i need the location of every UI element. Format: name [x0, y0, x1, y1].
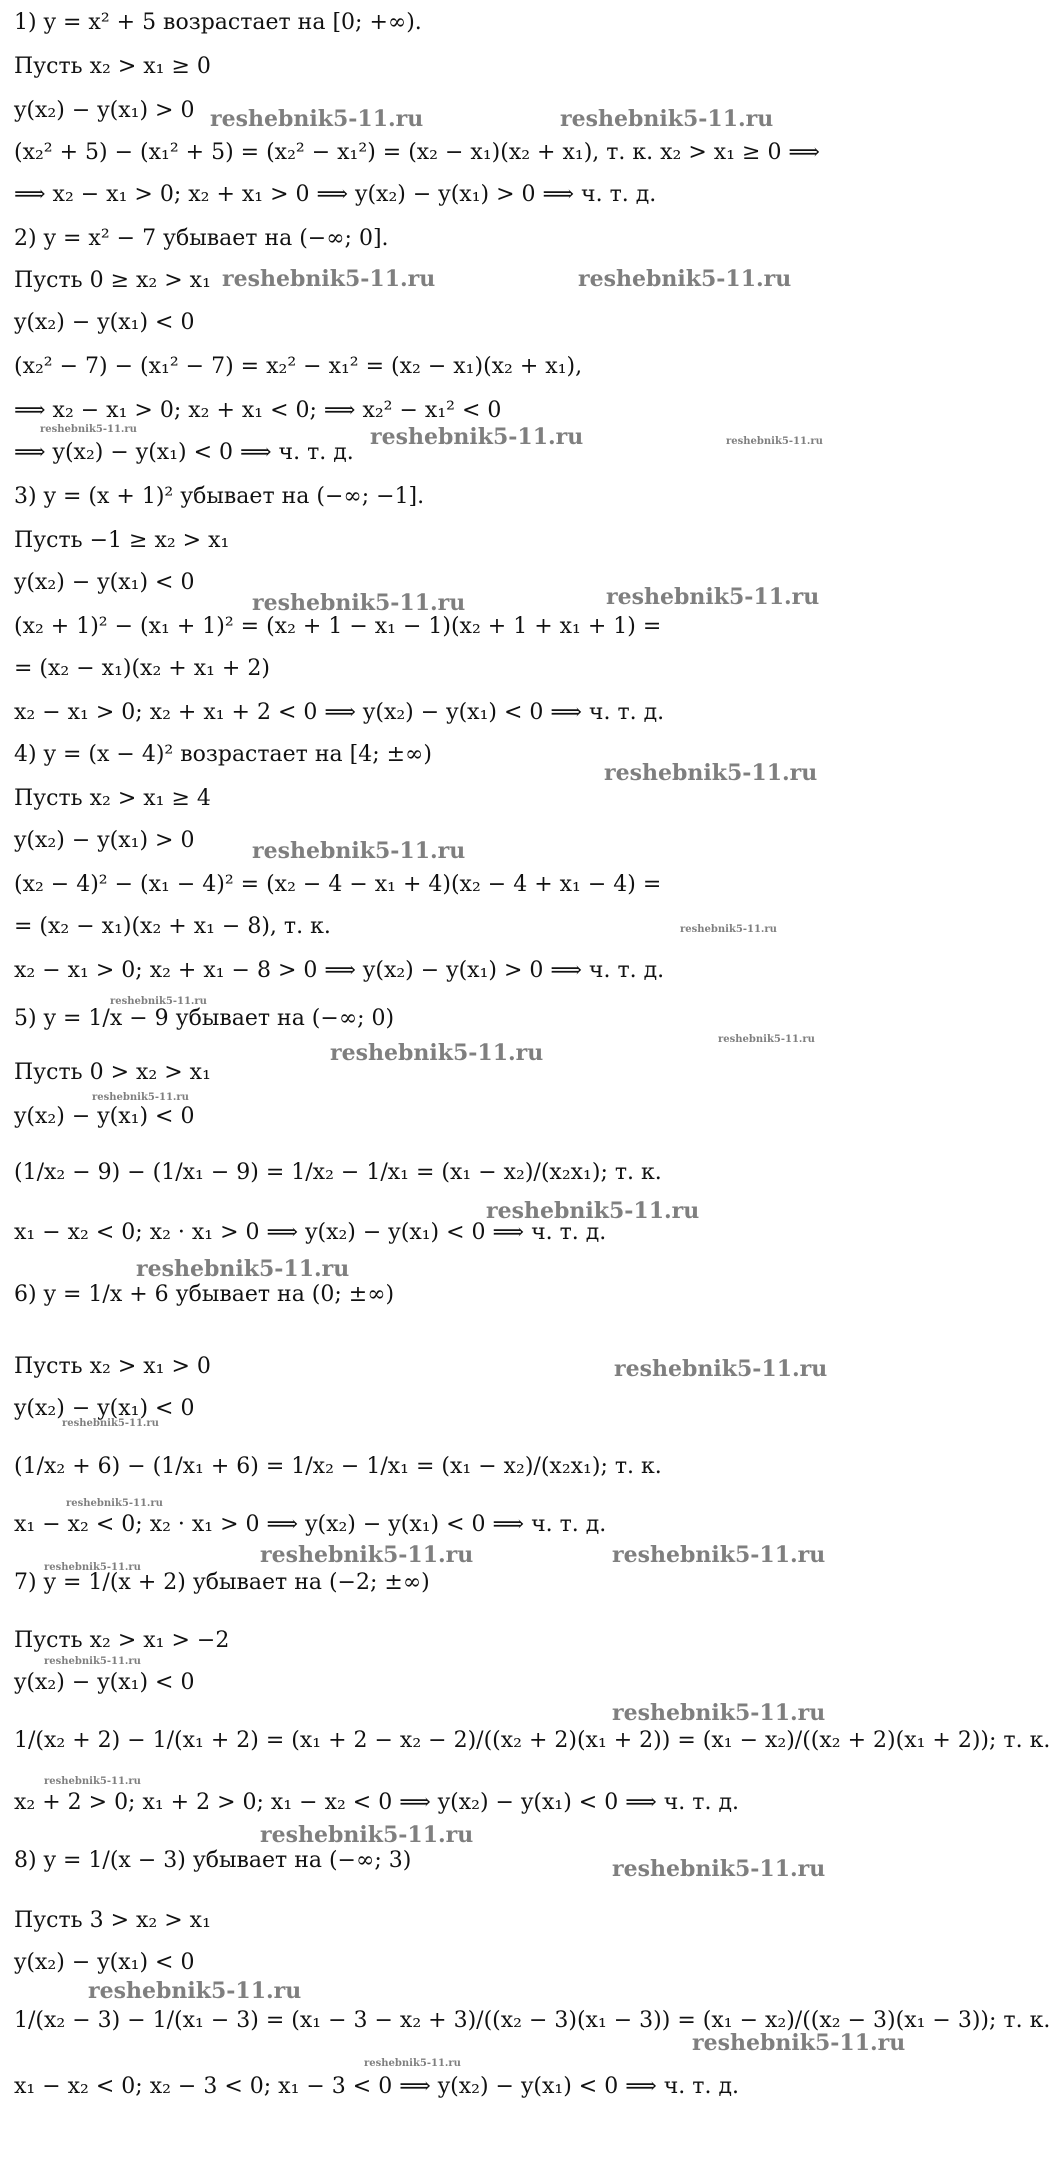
- text-line: y(x₂) − y(x₁) < 0: [14, 570, 195, 595]
- text-line: 1) y = x² + 5 возрастает на [0; +∞).: [14, 10, 422, 35]
- watermark: reshebnik5-11.ru: [726, 436, 823, 447]
- text-line: Пусть 0 ≥ x₂ > x₁: [14, 268, 211, 293]
- text-line: x₁ − x₂ < 0; x₂ − 3 < 0; x₁ − 3 < 0 ⟹ y(x₂) − y(x₁) < 0 ⟹ ч. т. д.: [14, 2074, 739, 2099]
- text-line: Пусть 3 > x₂ > x₁: [14, 1908, 211, 1933]
- watermark: reshebnik5-11.ru: [210, 106, 424, 132]
- watermark: reshebnik5-11.ru: [136, 1256, 350, 1282]
- watermark: reshebnik5-11.ru: [260, 1822, 474, 1848]
- text-line: 7) y = 1/(x + 2) убывает на (−2; ±∞): [14, 1570, 430, 1595]
- text-line: Пусть x₂ > x₁ > −2: [14, 1628, 230, 1653]
- text-line: y(x₂) − y(x₁) < 0: [14, 1670, 195, 1695]
- watermark: reshebnik5-11.ru: [578, 266, 792, 292]
- text-line: = (x₂ − x₁)(x₂ + x₁ + 2): [14, 656, 270, 681]
- watermark: reshebnik5-11.ru: [110, 996, 207, 1007]
- text-line: 8) y = 1/(x − 3) убывает на (−∞; 3): [14, 1848, 412, 1873]
- text-line: y(x₂) − y(x₁) > 0: [14, 828, 195, 853]
- watermark: reshebnik5-11.ru: [614, 1356, 828, 1382]
- text-line: (1/x₂ + 6) − (1/x₁ + 6) = 1/x₂ − 1/x₁ = (x₁ − x₂)/(x₂x₁); т. к.: [14, 1454, 662, 1479]
- text-line: 1/(x₂ + 2) − 1/(x₁ + 2) = (x₁ + 2 − x₂ − 2)/((x₂ + 2)(x₁ + 2)) = (x₁ − x₂)/((x₂ + 2)(x₁ + 2)); т. к.: [14, 1728, 1050, 1753]
- watermark: reshebnik5-11.ru: [680, 924, 777, 935]
- text-line: 4) y = (x − 4)² возрастает на [4; ±∞): [14, 742, 432, 767]
- text-line: y(x₂) − y(x₁) > 0: [14, 98, 195, 123]
- text-line: ⟹ x₂ − x₁ > 0; x₂ + x₁ > 0 ⟹ y(x₂) − y(x₁) > 0 ⟹ ч. т. д.: [14, 182, 657, 207]
- watermark: reshebnik5-11.ru: [40, 424, 137, 435]
- watermark: reshebnik5-11.ru: [222, 266, 436, 292]
- watermark: reshebnik5-11.ru: [252, 590, 466, 616]
- text-line: 3) y = (x + 1)² убывает на (−∞; −1].: [14, 484, 425, 509]
- watermark: reshebnik5-11.ru: [44, 1562, 141, 1573]
- watermark: reshebnik5-11.ru: [252, 838, 466, 864]
- text-line: Пусть x₂ > x₁ ≥ 4: [14, 786, 211, 811]
- text-line: x₂ − x₁ > 0; x₂ + x₁ + 2 < 0 ⟹ y(x₂) − y(x₁) < 0 ⟹ ч. т. д.: [14, 700, 665, 725]
- text-line: Пусть 0 > x₂ > x₁: [14, 1060, 211, 1085]
- watermark: reshebnik5-11.ru: [370, 424, 584, 450]
- watermark: reshebnik5-11.ru: [330, 1040, 544, 1066]
- watermark: reshebnik5-11.ru: [612, 1542, 826, 1568]
- text-line: y(x₂) − y(x₁) < 0: [14, 1396, 195, 1421]
- watermark: reshebnik5-11.ru: [260, 1542, 474, 1568]
- text-line: (x₂² + 5) − (x₁² + 5) = (x₂² − x₁²) = (x₂ − x₁)(x₂ + x₁), т. к. x₂ > x₁ ≥ 0 ⟹: [14, 140, 820, 165]
- text-line: 6) y = 1/x + 6 убывает на (0; ±∞): [14, 1282, 395, 1307]
- text-line: Пусть x₂ > x₁ > 0: [14, 1354, 211, 1379]
- text-line: Пусть −1 ≥ x₂ > x₁: [14, 528, 230, 553]
- text-line: y(x₂) − y(x₁) < 0: [14, 310, 195, 335]
- text-line: y(x₂) − y(x₁) < 0: [14, 1950, 195, 1975]
- text-line: (x₂² − 7) − (x₁² − 7) = x₂² − x₁² = (x₂ − x₁)(x₂ + x₁),: [14, 354, 583, 379]
- text-line: (1/x₂ − 9) − (1/x₁ − 9) = 1/x₂ − 1/x₁ = (x₁ − x₂)/(x₂x₁); т. к.: [14, 1160, 662, 1185]
- watermark: reshebnik5-11.ru: [606, 584, 820, 610]
- watermark: reshebnik5-11.ru: [692, 2030, 906, 2056]
- text-line: x₁ − x₂ < 0; x₂ · x₁ > 0 ⟹ y(x₂) − y(x₁) < 0 ⟹ ч. т. д.: [14, 1512, 607, 1537]
- text-line: 1/(x₂ − 3) − 1/(x₁ − 3) = (x₁ − 3 − x₂ + 3)/((x₂ − 3)(x₁ − 3)) = (x₁ − x₂)/((x₂ − 3)(x₁ − 3)); т. к.: [14, 2008, 1050, 2033]
- watermark: reshebnik5-11.ru: [66, 1498, 163, 1509]
- text-line: y(x₂) − y(x₁) < 0: [14, 1104, 195, 1129]
- text-line: (x₂ − 4)² − (x₁ − 4)² = (x₂ − 4 − x₁ + 4)(x₂ − 4 + x₁ − 4) =: [14, 872, 662, 897]
- text-line: x₁ − x₂ < 0; x₂ · x₁ > 0 ⟹ y(x₂) − y(x₁) < 0 ⟹ ч. т. д.: [14, 1220, 607, 1245]
- watermark: reshebnik5-11.ru: [364, 2058, 461, 2069]
- watermark: reshebnik5-11.ru: [612, 1856, 826, 1882]
- watermark: reshebnik5-11.ru: [604, 760, 818, 786]
- watermark: reshebnik5-11.ru: [486, 1198, 700, 1224]
- watermark: reshebnik5-11.ru: [44, 1656, 141, 1667]
- text-line: x₂ + 2 > 0; x₁ + 2 > 0; x₁ − x₂ < 0 ⟹ y(x₂) − y(x₁) < 0 ⟹ ч. т. д.: [14, 1790, 739, 1815]
- text-line: 5) y = 1/x − 9 убывает на (−∞; 0): [14, 1006, 395, 1031]
- text-line: x₂ − x₁ > 0; x₂ + x₁ − 8 > 0 ⟹ y(x₂) − y(x₁) > 0 ⟹ ч. т. д.: [14, 958, 665, 983]
- text-line: ⟹ x₂ − x₁ > 0; x₂ + x₁ < 0; ⟹ x₂² − x₁² < 0: [14, 398, 502, 423]
- text-line: ⟹ y(x₂) − y(x₁) < 0 ⟹ ч. т. д.: [14, 440, 354, 465]
- watermark: reshebnik5-11.ru: [88, 1978, 302, 2004]
- watermark: reshebnik5-11.ru: [44, 1776, 141, 1787]
- text-line: Пусть x₂ > x₁ ≥ 0: [14, 54, 211, 79]
- text-line: (x₂ + 1)² − (x₁ + 1)² = (x₂ + 1 − x₁ − 1)(x₂ + 1 + x₁ + 1) =: [14, 614, 662, 639]
- text-line: = (x₂ − x₁)(x₂ + x₁ − 8), т. к.: [14, 914, 331, 939]
- watermark: reshebnik5-11.ru: [92, 1092, 189, 1103]
- watermark: reshebnik5-11.ru: [62, 1418, 159, 1429]
- text-line: 2) y = x² − 7 убывает на (−∞; 0].: [14, 226, 389, 251]
- watermark: reshebnik5-11.ru: [612, 1700, 826, 1726]
- watermark: reshebnik5-11.ru: [718, 1034, 815, 1045]
- watermark: reshebnik5-11.ru: [560, 106, 774, 132]
